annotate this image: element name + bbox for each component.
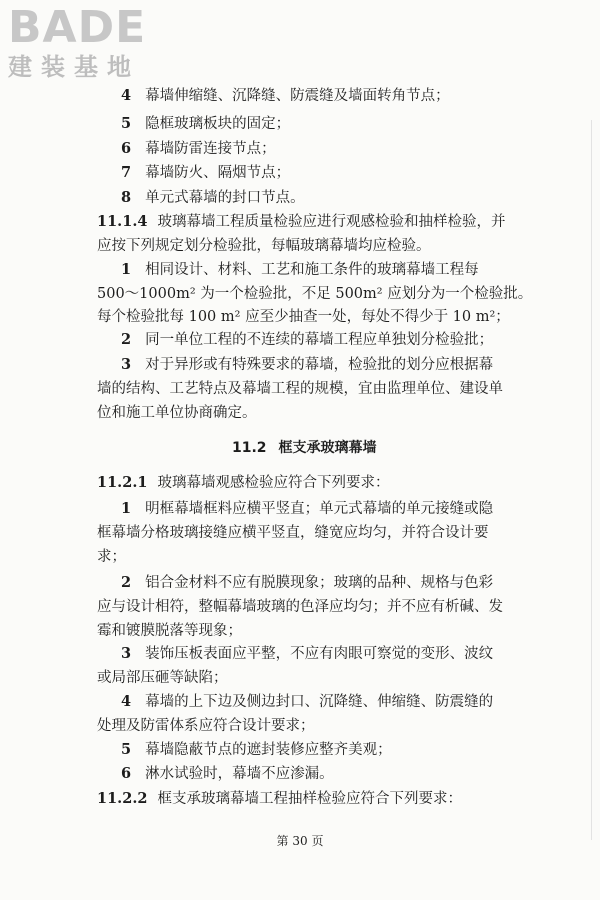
page-number-text: 第 30 页 <box>276 834 324 848</box>
list-item-cont <box>0 285 600 303</box>
item-text: 同一单位工程的不连续的幕墙工程应单独划分检验批； <box>145 332 494 348</box>
clause-number: 11.2.1 <box>97 474 148 491</box>
clause-text: 框支承玻璃幕墙工程抽样检验应符合下列要求： <box>157 791 462 807</box>
item-number: 5 <box>121 115 132 132</box>
item-number: 1 <box>121 500 132 517</box>
clause-line <box>0 790 600 808</box>
list-item <box>0 189 600 207</box>
section-heading <box>0 439 600 457</box>
item-text: 位和施工单位协商确定。 <box>97 405 257 421</box>
list-item <box>0 261 600 279</box>
list-item <box>0 765 600 783</box>
item-text: 隐框玻璃板块的固定； <box>145 116 291 132</box>
clause-line <box>0 213 600 231</box>
list-item-cont <box>0 404 600 422</box>
item-number: 8 <box>121 189 132 206</box>
item-text: 应与设计相符，整幅幕墙玻璃的色泽应均匀；并不应有析碱、发 <box>97 599 503 615</box>
list-item <box>0 331 600 349</box>
item-text: 幕墙的上下边及侧边封口、沉降缝、伸缩缝、防震缝的 <box>145 694 494 710</box>
list-item-cont <box>0 548 600 566</box>
list-item-cont <box>0 524 600 542</box>
list-item <box>0 164 600 182</box>
item-text: 相同设计、材料、工艺和施工条件的玻璃幕墙工程每 <box>145 262 479 278</box>
list-item-cont <box>0 308 600 326</box>
list-item <box>0 356 600 374</box>
item-text: 500～1000m² 为一个检验批，不足 500m² 应划分为一个检验批。 <box>97 286 533 302</box>
list-item <box>0 500 600 518</box>
list-item <box>0 115 600 133</box>
clause-line <box>0 237 600 255</box>
item-number: 6 <box>121 765 132 782</box>
item-number: 3 <box>121 645 132 662</box>
item-text: 幕墙防雷连接节点； <box>145 141 276 157</box>
list-item-cont <box>0 669 600 687</box>
section-title: 框支承玻璃幕墙 <box>278 440 377 456</box>
page-edge-line <box>591 120 592 840</box>
clause-text: 玻璃幕墙观感检验应符合下列要求： <box>157 475 390 491</box>
item-text: 每个检验批每 100 m² 应至少抽查一处，每处不得少于 10 m²； <box>97 309 510 325</box>
item-text: 幕墙防火、隔烟节点； <box>145 165 291 181</box>
item-number: 5 <box>121 741 132 758</box>
list-item <box>0 87 600 105</box>
list-item <box>0 693 600 711</box>
clause-number: 11.2.2 <box>97 790 148 807</box>
item-text: 幕墙伸缩缝、沉降缝、防震缝及墙面转角节点； <box>145 88 450 104</box>
logo-subtitle: 建装基地 <box>8 53 140 81</box>
item-text: 或局部压砸等缺陷； <box>97 670 228 686</box>
item-number: 3 <box>121 356 132 373</box>
clause-text: 应按下列规定划分检验批，每幅玻璃幕墙均应检验。 <box>97 238 431 254</box>
site-logo <box>8 2 147 81</box>
list-item-cont <box>0 622 600 640</box>
section-number: 11.2 <box>232 440 267 456</box>
item-number: 2 <box>121 331 132 348</box>
list-item <box>0 741 600 759</box>
list-item <box>0 140 600 158</box>
item-number: 1 <box>121 261 132 278</box>
item-text: 框幕墙分格玻璃接缝应横平竖直，缝宽应均匀，并符合设计要 <box>97 525 489 541</box>
item-number: 6 <box>121 140 132 157</box>
item-number: 7 <box>121 164 132 181</box>
page-number <box>0 832 600 850</box>
item-text: 求； <box>97 549 126 565</box>
clause-text: 玻璃幕墙工程质量检验应进行观感检验和抽样检验，并 <box>157 214 506 230</box>
item-text: 对于异形或有特殊要求的幕墙，检验批的划分应根据幕 <box>145 357 494 373</box>
item-number: 2 <box>121 574 132 591</box>
list-item <box>0 645 600 663</box>
item-number: 4 <box>121 87 132 104</box>
item-text: 铝合金材料不应有脱膜现象；玻璃的品种、规格与色彩 <box>145 575 494 591</box>
list-item-cont <box>0 380 600 398</box>
list-item-cont <box>0 717 600 735</box>
item-text: 明框幕墙框料应横平竖直；单元式幕墙的单元接缝或隐 <box>145 501 494 517</box>
clause-line <box>0 474 600 492</box>
list-item-cont <box>0 598 600 616</box>
item-text: 淋水试验时，幕墙不应渗漏。 <box>145 766 334 782</box>
item-text: 墙的结构、工艺特点及幕墙工程的规模，宜由监理单位、建设单 <box>97 381 503 397</box>
logo-wordmark: BADE <box>8 2 147 53</box>
item-text: 霉和镀膜脱落等现象； <box>97 623 242 639</box>
list-item <box>0 574 600 592</box>
item-text: 处理及防雷体系应符合设计要求； <box>97 718 315 734</box>
item-text: 幕墙隐蔽节点的遮封装修应整齐美观； <box>145 742 392 758</box>
item-text: 装饰压板表面应平整，不应有肉眼可察觉的变形、波纹 <box>145 646 494 662</box>
item-text: 单元式幕墙的封口节点。 <box>145 190 305 206</box>
clause-number: 11.1.4 <box>97 213 148 230</box>
item-number: 4 <box>121 693 132 710</box>
